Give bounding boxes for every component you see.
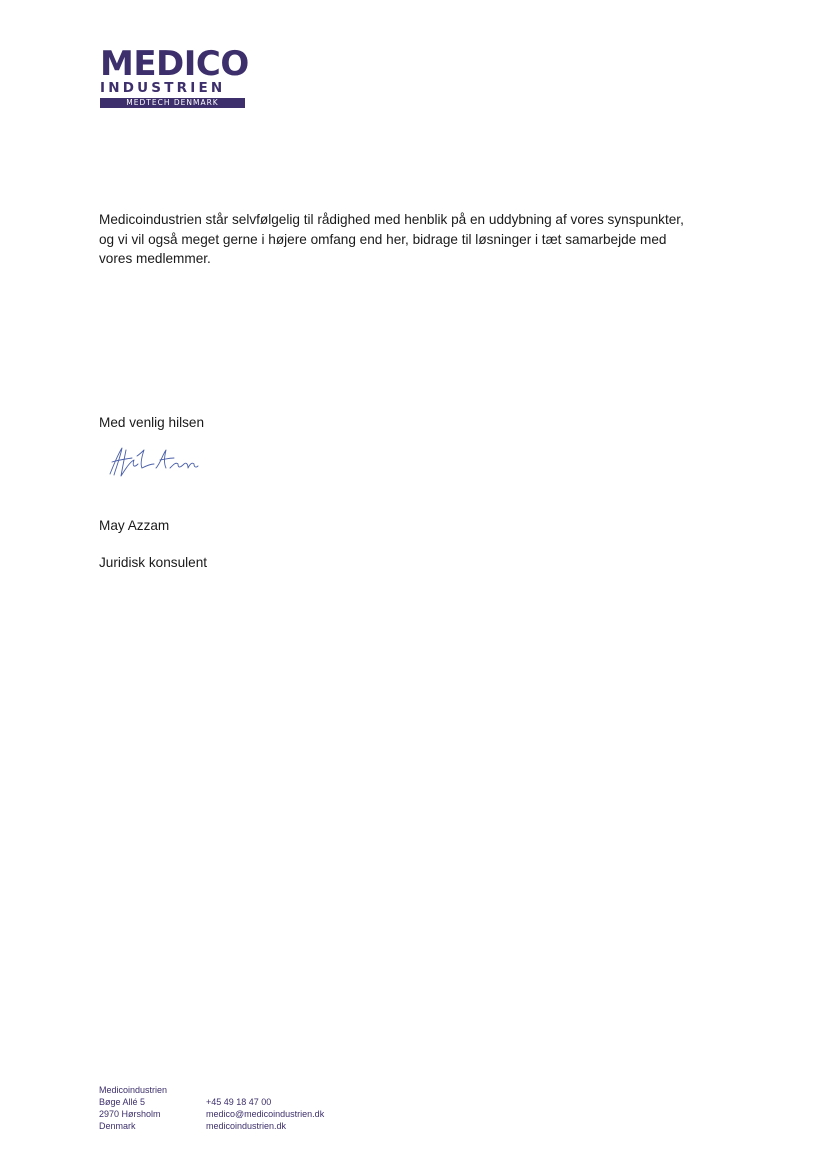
medico-industrien-logo — [100, 46, 248, 108]
logo-tagline-band: MEDTECH DENMARK — [100, 98, 245, 108]
logo-wordmark-sub: INDUSTRIEN — [100, 80, 226, 96]
footer-city: 2970 Hørsholm — [99, 1109, 161, 1119]
footer-country: Denmark — [99, 1121, 136, 1131]
closing-greeting: Med venlig hilsen — [99, 415, 205, 430]
handwritten-signature — [104, 442, 204, 482]
footer-address — [99, 1084, 199, 1132]
footer-organization: Medicoindustrien — [99, 1085, 168, 1095]
footer-website[interactable]: medicoindustrien.dk — [206, 1121, 287, 1131]
footer-email[interactable]: medico@medicoindustrien.dk — [206, 1109, 325, 1119]
body-paragraph: Medicoindustrien står selvfølgelig til rådighed med henblik på en uddybning af vores synspunkter, og vi vil også meget gerne i højere omfang end her, bidrage til løsninger i tæt samarbejde med vores medlemmer. — [99, 212, 684, 266]
footer-phone: +45 49 18 47 00 — [206, 1097, 272, 1107]
footer-street: Bøge Allé 5 — [99, 1097, 146, 1107]
signatory-title: Juridisk konsulent — [99, 555, 208, 570]
logo-wordmark-main: MEDICO — [100, 44, 249, 84]
signatory-name: May Azzam — [99, 518, 170, 533]
footer-contact — [206, 1096, 366, 1132]
